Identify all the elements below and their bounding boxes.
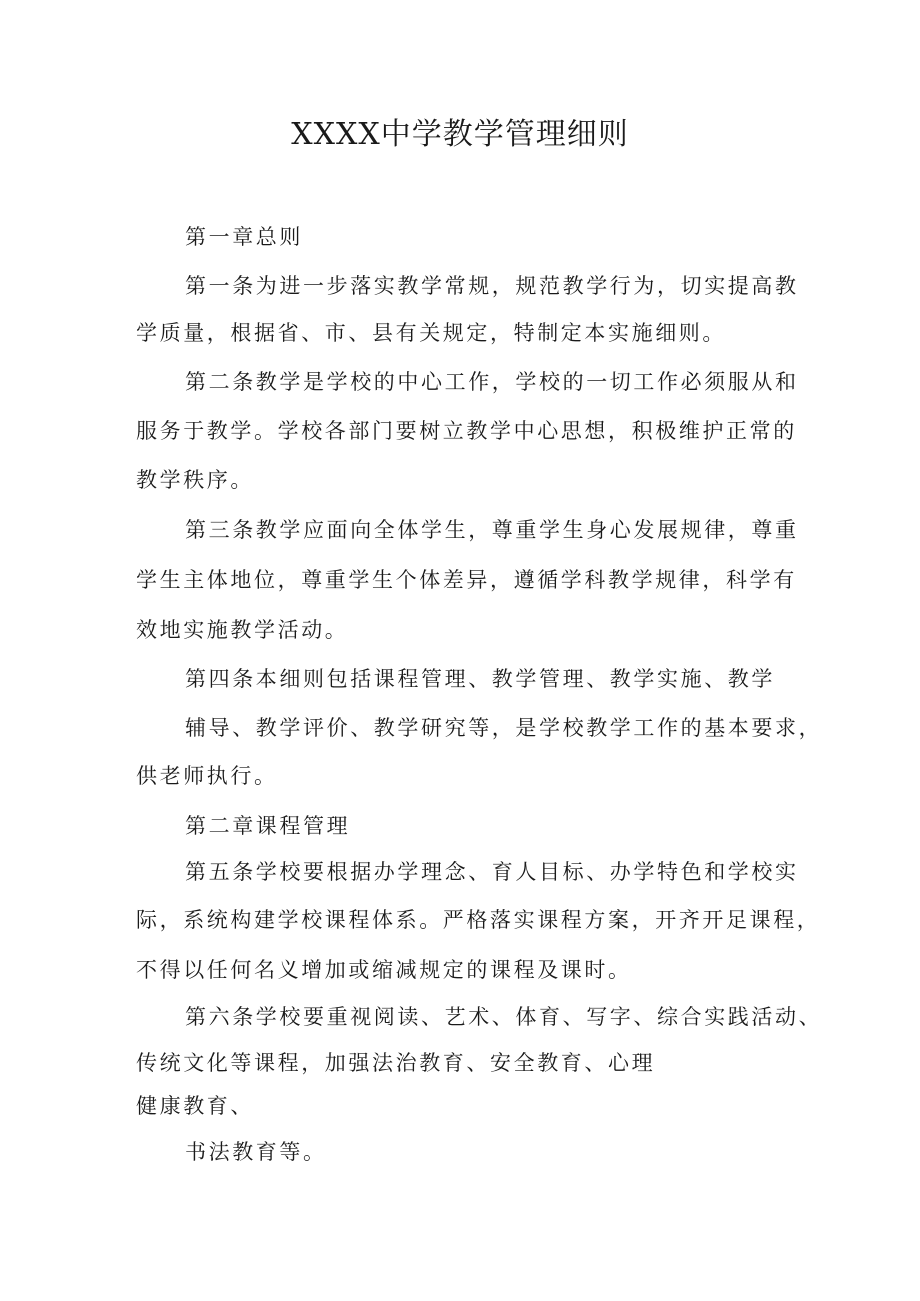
paragraph-line: 教学秩序。 bbox=[136, 468, 254, 492]
paragraph-line: 服务于教学。学校各部门要树立教学中心思想，积极维护正常的 bbox=[136, 419, 797, 443]
chapter-heading: 第一章总则 bbox=[185, 225, 303, 249]
paragraph-line: 学质量，根据省、市、县有关规定，特制定本实施细则。 bbox=[136, 321, 726, 345]
paragraph-line: 第五条学校要根据办学理念、育人目标、办学特色和学校实 bbox=[185, 860, 799, 884]
paragraph-line: 际，系统构建学校课程体系。严格落实课程方案，开齐开足课程， bbox=[136, 908, 821, 932]
paragraph-line: 健康教育、 bbox=[136, 1094, 254, 1118]
paragraph-line: 第四条本细则包括课程管理、教学管理、教学实施、教学 bbox=[185, 667, 775, 691]
paragraph-line: 书法教育等。 bbox=[185, 1140, 327, 1164]
paragraph-line: 学生主体地位，尊重学生个体差异，遵循学科教学规律，科学有 bbox=[136, 568, 797, 592]
paragraph-line: 辅导、教学评价、教学研究等，是学校教学工作的基本要求， bbox=[185, 716, 823, 740]
paragraph-line: 第三条教学应面向全体学生，尊重学生身心发展规律，尊重 bbox=[185, 518, 799, 542]
document-title: XXXX中学教学管理细则 bbox=[291, 117, 629, 152]
paragraph-line: 不得以任何名义增加或缩减规定的课程及课时。 bbox=[136, 958, 632, 982]
paragraph-line: 供老师执行。 bbox=[136, 764, 278, 788]
paragraph-line: 第一条为进一步落实教学常规，规范教学行为，切实提高教 bbox=[185, 274, 799, 298]
paragraph-line: 第二条教学是学校的中心工作，学校的一切工作必须服从和 bbox=[185, 370, 799, 394]
paragraph-line: 传统文化等课程，加强法治教育、安全教育、心理 bbox=[136, 1051, 656, 1075]
paragraph-line: 效地实施教学活动。 bbox=[136, 618, 349, 642]
chapter-heading: 第二章课程管理 bbox=[185, 814, 351, 838]
paragraph-line: 第六条学校要重视阅读、艺术、体育、写字、综合实践活动、 bbox=[185, 1005, 823, 1029]
